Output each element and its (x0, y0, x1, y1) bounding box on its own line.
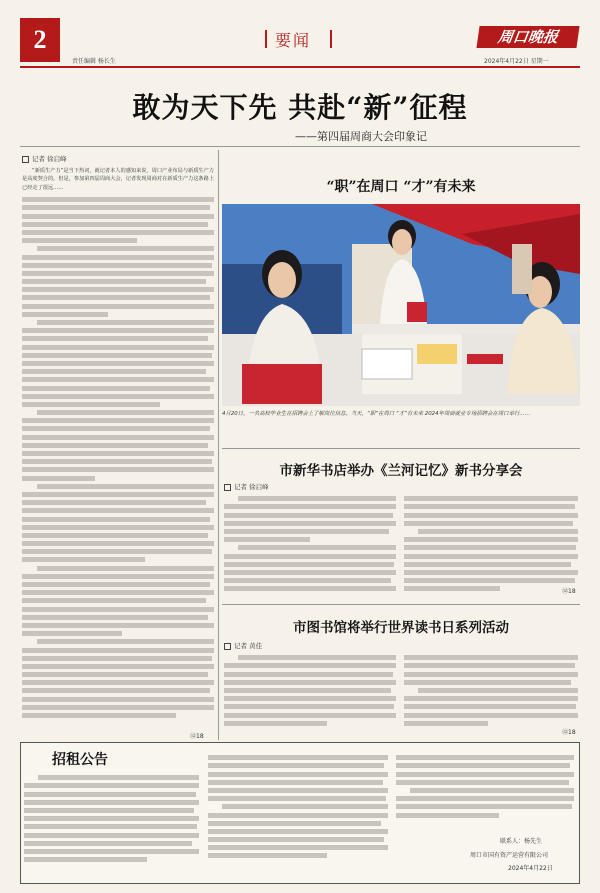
header-rule (20, 66, 580, 68)
photo-headline: “职”在周口 “才”有未来 (326, 179, 476, 195)
headline-rule (20, 146, 580, 147)
bookshop-body-col2 (404, 493, 578, 598)
library-headline: 市图书馆将举行世界读书日系列活动 (293, 620, 509, 636)
photo (222, 204, 580, 406)
section-title: 要闻 (275, 31, 312, 50)
photo-caption (222, 410, 580, 444)
library-end-mark: ⑫18 (562, 729, 576, 736)
main-body-column (22, 194, 214, 736)
library-top-rule (222, 604, 580, 605)
main-byline-text: 记者 徐启峰 (32, 155, 67, 163)
job-fair-photo-illustration (222, 204, 580, 406)
bookshop-body-col1 (224, 493, 396, 598)
editor-line: 责任编辑 杨长生 (72, 58, 116, 65)
header-divider-right (330, 30, 332, 48)
library-byline-text: 记者 黄佳 (234, 642, 263, 650)
main-lead-paragraph (22, 167, 214, 192)
library-body-col2 (404, 652, 578, 736)
bookshop-end-mark: ⑫18 (562, 588, 576, 595)
bookshop-byline-text: 记者 徐启峰 (234, 483, 269, 491)
bookshop-top-rule (222, 448, 580, 449)
notice-body-col3 (396, 752, 574, 830)
library-byline (224, 641, 262, 650)
notice-date: 2024年4月22日 (508, 865, 553, 872)
column-divider (218, 150, 219, 740)
bookshop-headline: 市新华书店举办《兰河记忆》新书分享会 (279, 463, 523, 479)
main-end-mark: ⑫18 (190, 733, 204, 740)
notice-body-col2 (208, 752, 388, 874)
notice-body-col1 (24, 772, 199, 872)
date-line: 2024年4月22日 星期一 (484, 58, 549, 65)
photo-caption-text: 4月20日，一名高校毕业生在招聘会上了解岗位信息。当天，“职”在周口 “才”有未来 2024年周商就业专场招聘会在周口举行…… (222, 411, 531, 417)
byline-marker-icon (224, 484, 231, 491)
byline-marker-icon (224, 643, 231, 650)
notice-issuer: 周口市国有资产运营有限公司 (470, 852, 549, 859)
main-subhead: ——第四届周商大会印象记 (295, 130, 427, 143)
main-lead-text: “新质生产力”是当下热词，就记者本人的感知来说，周口产业布局与新质生产力是高度契合的。但是，参加第四届周商大会，记者发现周商对在新质生产力这条路上已经走了很远…… (22, 168, 214, 191)
notice-title: 招租公告 (52, 752, 108, 768)
main-headline: 敢为天下先 共赴“新”征程 (132, 91, 468, 124)
page-number-badge: 2 (20, 18, 60, 62)
notice-contact: 联系人：杨先生 (500, 838, 543, 845)
main-byline (22, 154, 67, 163)
bookshop-byline (224, 482, 269, 491)
library-body-col1 (224, 652, 396, 736)
paper-logo: 周口晚报 (476, 26, 579, 48)
byline-marker-icon (22, 156, 29, 163)
header-divider-left (265, 30, 267, 48)
